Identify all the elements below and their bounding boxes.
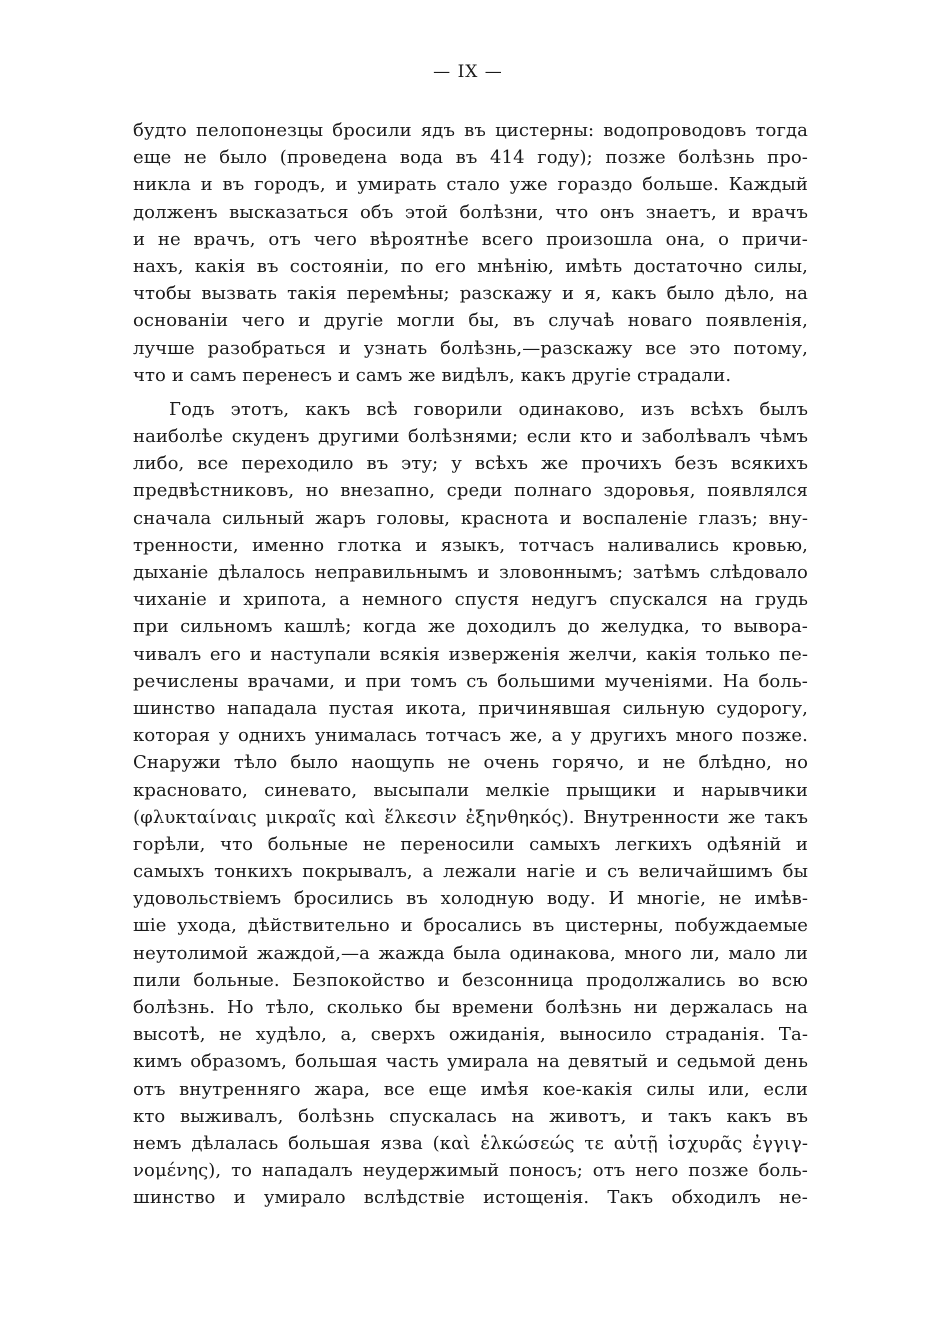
text-line: будто пелопонезцы бросили ядъ въ цистерны: водопроводовъ тогда — [133, 120, 808, 141]
paragraph-2 — [133, 396, 808, 1212]
text-line: дыханіе дѣлалось неправильнымъ и зловоннымъ; затѣмъ слѣдовало — [133, 562, 808, 583]
text-line: нахъ, какія въ состояніи, по его мнѣнію, имѣть достаточно силы, — [133, 255, 808, 277]
text-line: Годъ этотъ, какъ всѣ говорили одинаково, изъ всѣхъ былъ — [169, 398, 808, 420]
text-line: красновато, синевато, высыпали мелкіе прыщики и нарывчики — [133, 779, 808, 801]
text-line-greek: немъ дѣлалась большая язва (καὶ ἑλκώσεώς τε αὐτῇ ἰσχυρᾶς ἐγγιγ- — [133, 1132, 808, 1154]
text-line: шинство и умирало вслѣдствіе истощенія. Такъ обходилъ не- — [133, 1187, 808, 1209]
text-line: предвѣстниковъ, но внезапно, среди полнаго здоровья, появлялся — [133, 480, 808, 502]
body-text — [133, 117, 808, 1212]
text-line: наиболѣе скуденъ другими болѣзнями; если кто и заболѣвалъ чѣмъ — [133, 426, 808, 448]
text-line: неутолимой жаждой,—а жажда была одинакова, много ли, мало ли — [133, 942, 808, 964]
text-line: либо, все переходило въ эту; у всѣхъ же прочихъ безъ всякихъ — [133, 453, 808, 475]
text-line: самыхъ тонкихъ покрывалъ, а лежали нагіе и съ величайшимъ бы — [133, 861, 808, 883]
text-line-greek: νομένης), то нападалъ неудержимый поносъ; отъ него позже боль- — [133, 1160, 808, 1182]
text-line: никла и въ городъ, и умирать стало уже гораздо больше. Каждый — [133, 174, 808, 196]
text-line: пили больные. Безпокойство и безсонница продолжались во всю — [133, 969, 808, 991]
text-line: основаніи чего и другіе могли бы, въ случаѣ новаго появленія, — [133, 310, 808, 332]
text-line: шинство нападала пустая икота, причинявшая сильную судорогу, — [133, 697, 808, 719]
paragraph-1 — [133, 117, 808, 389]
text-line: чтобы вызвать такія перемѣны; разскажу и я, какъ было дѣло, на — [133, 283, 808, 305]
text-line: чивалъ его и наступали всякія изверженія желчи, какія только пе- — [133, 643, 808, 665]
text-line: горѣли, что больные не переносили самыхъ легкихъ одѣяній и — [133, 833, 808, 855]
text-line: отъ внутренняго жара, все еще имѣя кое-какія силы или, если — [133, 1078, 808, 1100]
text-line: болѣзнь. Но тѣло, сколько бы времени болѣзнь ни держалась на — [133, 997, 808, 1018]
text-line-greek: (φλυκταίναις μικραῖς καὶ ἕλκεσιν ἐξηνθηκός). Внутренности же такъ — [133, 806, 808, 828]
text-line: удовольствіемъ бросились въ холодную воду. И многіе, не имѣв- — [133, 888, 808, 910]
text-line: долженъ высказаться объ этой болѣзни, что онъ знаетъ, и врачъ — [133, 201, 808, 223]
text-line: которая у однихъ унималась тотчасъ же, а у другихъ много позже. — [133, 725, 808, 747]
text-line: кимъ образомъ, большая часть умирала на девятый и седьмой день — [133, 1051, 808, 1073]
page-number: — IX — — [433, 62, 503, 82]
text-line: и не врачъ, отъ чего вѣроятнѣе всего произошла она, о причи- — [133, 228, 808, 250]
text-line: кто выживалъ, болѣзнь спускалась на животъ, и такъ какъ въ — [133, 1105, 808, 1127]
text-line: высотѣ, не худѣло, а, сверхъ ожиданія, выносило страданія. Та- — [133, 1024, 808, 1046]
text-line: при сильномъ кашлѣ; когда же доходилъ до желудка, то вывора- — [133, 616, 808, 638]
text-line: еще не было (проведена вода въ 414 году); позже болѣзнь про- — [133, 147, 808, 169]
text-line: сначала сильный жаръ головы, краснота и воспаленіе глазъ; вну- — [133, 507, 808, 529]
text-line: лучше разобраться и узнать болѣзнь,—разскажу все это потому, — [133, 337, 808, 359]
text-line: речислены врачами, и при томъ съ большими мученіями. На боль- — [133, 670, 808, 692]
text-line: тренности, именно глотка и языкъ, тотчасъ наливались кровью, — [133, 534, 808, 556]
text-line: Снаружи тѣло было наощупь не очень горячо, и не блѣдно, но — [133, 752, 808, 774]
text-line: чиханіе и хрипота, а немного спустя недугъ спускался на грудь — [133, 589, 808, 611]
paragraph-gap — [133, 389, 808, 396]
text-line: что и самъ перенесъ и самъ же видѣлъ, какъ другіе страдали. — [133, 364, 732, 386]
text-line: шіе ухода, дѣйствительно и бросались въ цистерны, побуждаемые — [133, 915, 808, 937]
